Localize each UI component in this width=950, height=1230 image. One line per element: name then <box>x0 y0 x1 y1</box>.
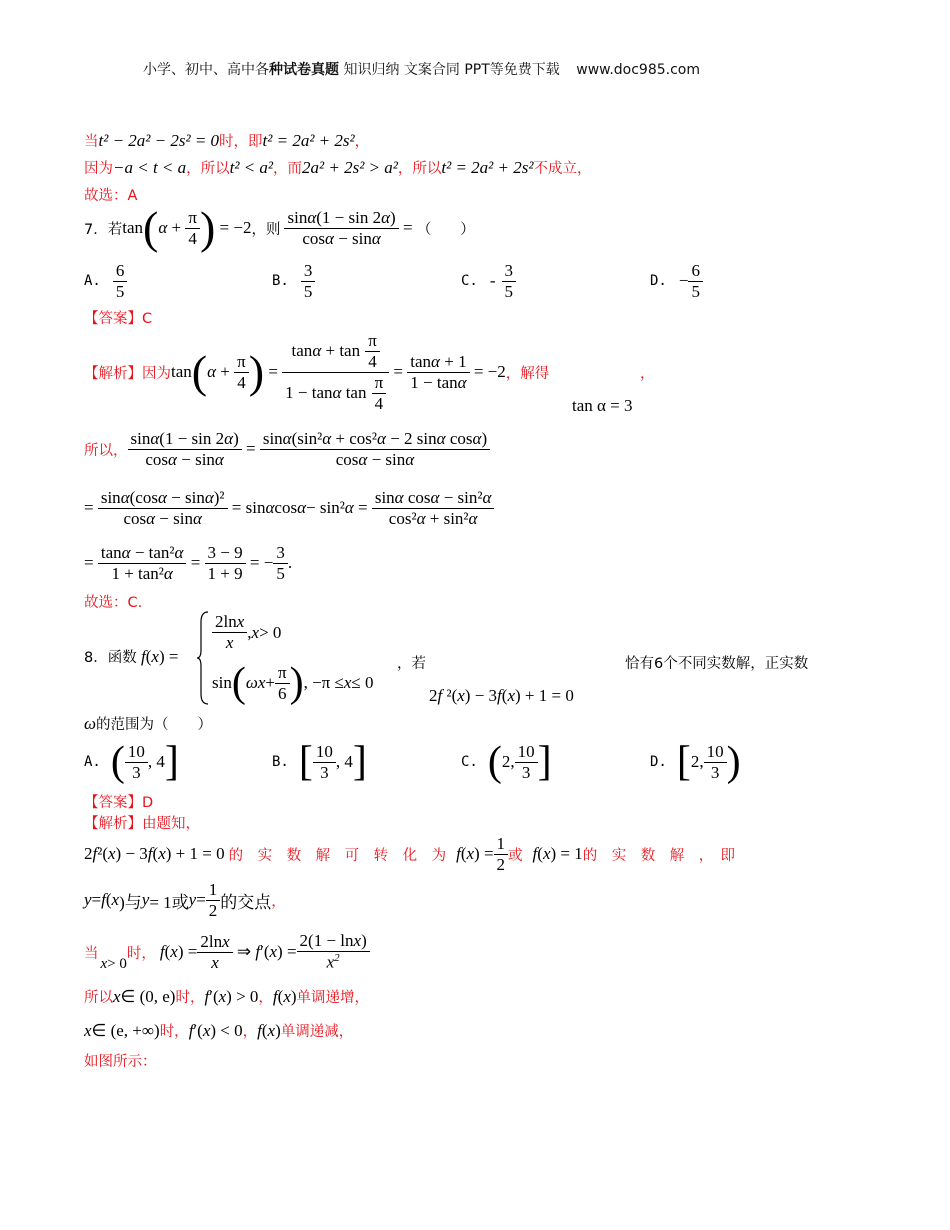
equation: t² = 2a² + 2s² <box>441 158 534 177</box>
text: 所以 <box>84 990 113 1006</box>
option-a[interactable] <box>84 257 127 305</box>
option-label: B. <box>272 754 289 770</box>
option-label: B. <box>272 273 289 289</box>
q7-analysis-line: 【解析】因为 tan ( α + $\frac{\pi}{4}$ ) = tanα + tan $\frac{\pi}{4}$ 1 − tanα tan $\frac{\pi}{4}$ = $\frac{\tan\alpha + 1}{1 - \tan\alpha}$ = −2 ，解得 <box>84 330 550 413</box>
analysis-label: 【解析】因为 <box>84 365 171 382</box>
text: ，所以 <box>397 161 442 177</box>
site-header <box>143 59 700 79</box>
option-label: A. <box>84 273 101 289</box>
option-label: A. <box>84 754 101 770</box>
q7-number: 7．若 <box>84 221 123 238</box>
option-label: C. <box>461 754 478 770</box>
option-c[interactable]: C. ( 2, $\frac{10}{3}$ ] <box>461 739 552 785</box>
option-num: 3 <box>504 260 514 280</box>
text: 因为 <box>84 161 113 177</box>
text: ， <box>354 134 370 150</box>
option-d[interactable]: D. [ 2, $\frac{10}{3}$ ) <box>650 739 741 785</box>
q8-line-3: 当 x > 0 时， f ( x ) = $\frac{2\ln x}{x}$ ⇒ f ′( x ) = $\frac{2(1 - \ln x)}{x^2}$ <box>84 928 370 976</box>
text: 所以， <box>84 442 128 459</box>
q8-analysis: 【解析】由题知， <box>84 816 200 832</box>
q8-stem-tail <box>84 713 212 734</box>
text: 时，即 <box>219 134 263 150</box>
fraction: $\frac{\pi}{4}$ <box>185 208 200 249</box>
q7-derivation-2: = $\frac{\text{sinα(cosα − sinα)²}}{\cos\alpha - \sin\alpha}$ = sin α cos α − sin² α = $\frac{\text{sinα cosα − sin²α}}{\text{cos²α + sin²α}}$ <box>84 482 494 534</box>
text: 时， <box>126 945 156 962</box>
piece-2: sin ( ωx + $\frac{\pi}{6}$ ) , −π ≤ x ≤ 0 <box>212 660 374 706</box>
q7-derivation-1: 所以， $\frac{\sin\alpha(1 - \sin 2\alpha)}{\cos\alpha - \sin\alpha}$ = $\frac{\text{sinα(sin²α + cos²α − 2 sinα cosα)}}{\cos\alpha - \sin\alpha}$ <box>84 423 490 475</box>
text: ， <box>258 990 273 1006</box>
option-den: 5 <box>502 281 517 302</box>
text: 时， <box>175 990 205 1006</box>
q8-stem: 8．函数 f ( x ) = $\frac{2\ln x}{x}$ , x > 0 sin ( ωx + $\frac{\pi}{6}$ ) , −π ≤ x ≤ 0 ，若 2f ²(x) − 3f(x) + 1 = 0 恰有6个不同实数解，正实数 <box>84 612 809 706</box>
option-d[interactable] <box>650 257 703 305</box>
q8-line-1: 2 f ²( x ) − 3 f ( x ) + 1 = 0 的 实 数 解 可 转 化 为 f ( x ) = $\frac{1}{2}$ 或 f ( x ) = 1 的 实 数 解 ， 即 <box>84 833 735 874</box>
equation: −a < t < a <box>113 158 187 177</box>
option-den: 5 <box>113 281 128 302</box>
piece-1: $\frac{2\ln x}{x}$ , x > 0 <box>212 612 281 653</box>
option-num: 6 <box>691 260 700 280</box>
text: ， <box>242 1024 258 1040</box>
equation: t² − 2a² − 2s² = 0 <box>98 131 220 150</box>
text: 当 <box>84 945 99 962</box>
q8-line-2: y = f ( x )与 y = 1或 y = $\frac{1}{2}$ 的交点 ， <box>84 879 286 920</box>
option-den: 5 <box>301 281 316 302</box>
text: 的 实 数 解 ， 即 <box>582 847 735 864</box>
q7-stem: 7．若 tan ( α + $\frac{\pi}{4}$ ) = −2 ，则 $\frac{\sin\alpha(1 - \sin 2\alpha)}{\cos\alpha - \sin\alpha}$ = （ ） <box>84 202 475 253</box>
q7-options <box>84 257 804 305</box>
text: ，则 <box>251 221 281 238</box>
text: 的范围为（ ） <box>96 717 213 733</box>
header-lead: 小学、初中、高中各 <box>143 62 269 78</box>
answer-blank: （ ） <box>416 221 475 238</box>
prev-line-1 <box>84 130 369 151</box>
q8-line-5: x ∈ (e, +∞) 时， f ′( x ) < 0 ， f ( x ) 单调递减， <box>84 1020 354 1040</box>
q7-expression: $\frac{\sin\alpha(1 - \sin 2\alpha)}{\cos\alpha - \sin\alpha}$ <box>284 208 398 249</box>
text: ，若 <box>397 656 426 672</box>
text: 单调递减， <box>280 1024 354 1040</box>
text: 恰有6个不同实数解，正实数 <box>625 656 809 672</box>
header-bold: 种试卷真题 <box>269 62 339 78</box>
option-label: C. <box>461 273 478 289</box>
option-num: 6 <box>115 260 125 280</box>
comma: ， <box>640 366 655 382</box>
q8-equation: 2f ²(x) − 3f(x) + 1 = 0 <box>429 686 574 705</box>
option-sign: - <box>489 271 496 290</box>
q8-number: 8．函数 <box>84 650 137 666</box>
omega-symbol: ω <box>84 714 97 733</box>
q8-answer: 【答案】D <box>84 795 154 811</box>
text: 时， <box>159 1024 189 1040</box>
option-b[interactable] <box>272 257 315 305</box>
text: 单调递增， <box>296 990 370 1006</box>
prev-line-2 <box>84 157 591 178</box>
text: ，而 <box>273 161 303 177</box>
text: ，解得 <box>505 365 550 382</box>
fraction: tanα + tan $\frac{\pi}{4}$ 1 − tanα tan $\frac{\pi}{4}$ <box>282 331 389 414</box>
text: 当 <box>84 134 99 150</box>
text: 的 实 数 解 可 转 化 为 <box>228 847 447 864</box>
option-a[interactable]: A. ( $\frac{10}{3}$ , 4 ] <box>84 739 179 785</box>
option-num: 3 <box>303 260 313 280</box>
text: 不成立， <box>533 161 592 177</box>
option-sign: − <box>678 271 689 290</box>
text: ，所以 <box>186 161 230 177</box>
equation: t² = 2a² + 2s² <box>262 131 355 150</box>
option-b[interactable]: B. [ $\frac{10}{3}$ , 4 ] <box>272 739 367 785</box>
q8-options <box>84 737 804 787</box>
equation: 2a² + 2s² > a² <box>302 158 398 177</box>
header-url[interactable]: www.doc985.com <box>576 62 700 78</box>
option-c[interactable] <box>461 257 516 305</box>
header-mid: 知识归纳 文案合同 PPT等免费下载 <box>343 62 560 78</box>
piecewise-brace <box>196 610 210 706</box>
q7-derivation-3: = $\frac{\text{tanα − tan²α}}{\text{1 + tan²α}}$ = $\frac{3 - 9}{1 + 9}$ = − $\frac{3}{5}$ . <box>84 542 293 583</box>
text: 或 <box>508 847 523 864</box>
prev-answer: 故选：A <box>84 188 138 204</box>
option-den: 5 <box>688 281 703 302</box>
tan-result: tan α = 3 <box>572 396 633 415</box>
option-label: D. <box>650 273 667 289</box>
q8-line-4: 所以 x ∈ (0, e) 时， f ′( x ) > 0 ， f ( x ) 单调递增， <box>84 986 370 1006</box>
fraction: $\frac{\tan\alpha + 1}{1 - \tan\alpha}$ <box>407 352 469 393</box>
q7-conclusion: 故选：C. <box>84 595 143 611</box>
equation: t² < a² <box>229 158 274 177</box>
q7-answer: 【答案】C <box>84 311 153 327</box>
option-label: D. <box>650 754 667 770</box>
q8-figure-intro: 如图所示： <box>84 1054 157 1070</box>
